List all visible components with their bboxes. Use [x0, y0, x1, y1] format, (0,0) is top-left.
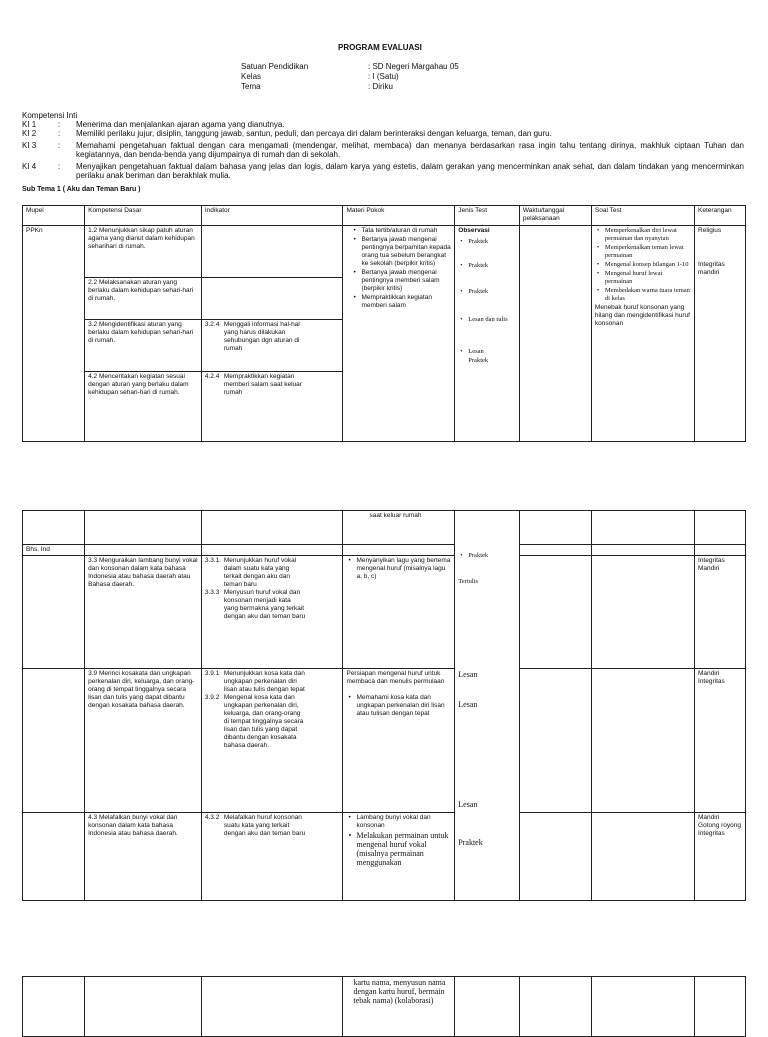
indikator-text: Menyusun huruf vokal dan konsonan menjadi kata yang bermakna yang terkait dengan aku dan teman baru	[223, 589, 306, 620]
table-row	[23, 556, 746, 669]
ki-item	[22, 162, 744, 180]
materi-heading: Persiapan mengenal huruf untuk membaca dan menulis permulaan	[346, 670, 445, 685]
soal-item: • Memperkenalkan teman lewat permainan	[595, 244, 691, 260]
soal-item: • Memperkenalkan diri lewat permainan dan nyanyian	[595, 227, 691, 243]
keterangan-cell	[695, 226, 746, 442]
materi-cell	[343, 813, 455, 901]
materi-item: • Melakukan permainan untuk mengenal huruf vokal (misalnya permainan menggunakan	[346, 831, 451, 867]
ki-text: Menerima dan menjalankan ajaran agama yang dianutnya.	[76, 120, 285, 129]
keterangan-item: Religius	[698, 227, 722, 234]
soal-item: • Membedakan warna tuara teman di kelas	[595, 287, 691, 303]
meta-block	[241, 62, 459, 92]
jenis-heading: Observasi	[458, 227, 490, 234]
materi-carry: saat keluar rumah	[343, 511, 455, 545]
kd-cell: 4.3 Melafalkan bunyi vokal dan konsonan dalam kata bahasa Indonesia atau bahasa daerah.	[85, 813, 202, 901]
table-row	[23, 511, 746, 545]
indikator-item	[205, 373, 340, 397]
indikator-num: 3.2.4	[204, 321, 220, 328]
kd-cell: 3.2 Mengidentifikasi aturan yang berlaku dalam kehidupan sehari-hari di rumah.	[85, 320, 202, 372]
indikator-text: Mempraktikkan kegiatan memberi salam saat keluar rumah	[223, 373, 302, 396]
jenis-item: Lesan	[458, 700, 478, 709]
materi-cell	[343, 556, 455, 669]
meta-value: : Diriku	[368, 82, 393, 91]
kd-cell: 4.2 Menceritakan kegiatan sesuai dengan aturan yang berlaku dalam kehidupan sehari-hari di rumah.	[85, 372, 202, 442]
keterangan-cell: Integritas Mandiri	[695, 556, 746, 669]
materi-item: • Bertanya jawab mengenai pentingnya berpamitan kepada orang tua sebelum berangkat ke sekolah (berpikir kritis)	[351, 236, 451, 268]
mupel-cell: PPKn	[23, 226, 85, 442]
kd-cell: 3.3 Menguraikan lambang bunyi vokal dan konsonan dalam kata bahasa Indonesia atau bahasa daerah atau Bahasa daerah.	[85, 556, 202, 669]
ki-item	[22, 120, 744, 129]
indikator-text: Menunjukkan kosa kata dan ungkapan perkenalan diri lisan atau tulis dengan tepat	[223, 670, 305, 693]
ki-section	[22, 111, 744, 180]
materi-carry: kartu nama, menyusun nama dengan kartu huruf, bermain tebak nama) (kolaborasi)	[343, 977, 455, 1037]
ki-sep: :	[58, 129, 61, 138]
indikator-cell	[201, 669, 343, 813]
indikator-item	[205, 589, 340, 621]
keterangan-cell: Mandiri Integritas	[695, 669, 746, 813]
ki-code: KI 1	[22, 120, 37, 129]
ki-sep: :	[58, 141, 61, 150]
indikator-num: 3.3.1	[204, 557, 220, 564]
ki-sep: :	[58, 120, 61, 129]
ki-code: KI 4	[22, 162, 37, 171]
materi-item: • Mempraktikkan kegiatan memberi salam	[351, 294, 451, 310]
jenis-item: Praktek	[458, 838, 483, 847]
ki-sep: :	[58, 162, 61, 171]
ki-code: KI 3	[22, 141, 37, 150]
col-header: Waktu/tanggal pelaksanaan	[519, 206, 591, 226]
meta-value: : SD Negeri Margahau 05	[368, 62, 459, 71]
soal-item: • Mengenal huruf lewat permainan	[595, 270, 691, 286]
ki-code: KI 2	[22, 129, 37, 138]
col-header: Kompetensi Dasar	[85, 206, 202, 226]
page-title: PROGRAM EVALUASI	[338, 43, 422, 52]
indikator-cell	[201, 813, 343, 901]
table-header-row	[23, 206, 746, 226]
indikator-num: 3.9.2	[204, 694, 220, 701]
materi-item: • Menyanyikan lagu yang bertema mengenal huruf (misalnya lagu a, b, c)	[346, 557, 451, 581]
ki-text: Memiliki perilaku jujur, disiplin, tanggung jawab, santun, peduli, dan percaya diri dalam berinteraksi dengan keluarga, teman, dan guru.	[76, 129, 552, 138]
evaluation-table-page2	[22, 510, 746, 901]
kd-cell: 2.2 Melaksanakan aturan yang berlaku dalam kehidupan sehari-hari di rumah.	[85, 278, 202, 320]
materi-item: • Memahami kosa kata dan ungkapan perkenalan diri lisan atau tulisan dengan tepat	[346, 694, 451, 718]
materi-cell	[343, 226, 455, 442]
meta-value: : I (Satu)	[368, 72, 399, 81]
indikator-item	[205, 321, 340, 353]
col-header: Soal Test	[591, 206, 694, 226]
soal-extra: Menebak huruf konsonan yang hilang dan mengidentifikasi huruf konsonan	[594, 304, 690, 327]
soal-cell	[591, 226, 694, 442]
indikator-num: 4.2.4	[204, 373, 220, 380]
indikator-cell	[201, 278, 343, 320]
ki-item	[22, 141, 744, 159]
keterangan-cell: Mandiri Gotong royong Integritas	[695, 813, 746, 901]
col-header: Jenis Test	[455, 206, 520, 226]
materi-cell	[343, 669, 455, 813]
materi-item: • Bertanya jawab mengenai pentingnya memberi salam (berpikir kritis)	[351, 269, 451, 293]
kd-cell: 3.9 Merinci kosakata dan ungkapan perkenalan diri, keluarga, dan orang-orang di tempat tinggalnya secara lisan dan tulis yang dapat dibantu dengan kosakata bahasa daerah.	[85, 669, 202, 813]
jenis-item: Tertulis	[458, 578, 479, 585]
waktu-cell	[519, 226, 591, 442]
indikator-text: Melafalkan huruf konsonan suatu kata yang terkait dengan aku dan teman baru	[223, 814, 306, 837]
table-row	[23, 813, 746, 901]
jenis-cell	[455, 511, 520, 901]
indikator-item	[205, 557, 340, 589]
indikator-cell	[201, 320, 343, 372]
col-header: Indikator	[201, 206, 343, 226]
mupel-cell: Bhs. Ind	[23, 545, 85, 556]
indikator-item	[205, 814, 340, 838]
ki-text: Menyajikan pengetahuan faktual dalam bahasa yang jelas dan logis, dalam karya yang estetis, dalam gerakan yang mencerminkan anak sehat, dan dalam tindakan yang mencerminkan perilaku anak beriman dan berakhlak mulia.	[76, 162, 744, 180]
indikator-text: Menunjukkan huruf vokal dalam suatu kata yang terkait dengan aku dan teman baru	[223, 557, 297, 588]
keterangan-item: Integritas mandiri	[698, 261, 725, 276]
table-row	[23, 977, 746, 1037]
jenis-item: • Praktek	[458, 552, 516, 560]
meta-label: Satuan Pendidikan	[241, 62, 309, 71]
jenis-item: Praktek	[468, 357, 489, 364]
indikator-cell	[201, 372, 343, 442]
indikator-item	[205, 670, 340, 694]
jenis-item: Lesan	[458, 670, 478, 679]
table-row	[23, 545, 746, 556]
indikator-cell	[201, 556, 343, 669]
col-header: Materi Pokok	[343, 206, 455, 226]
ki-item	[22, 129, 744, 138]
kd-cell: 1.2 Menunjukkan sikap patuh aturan agama yang dianut dalam kehidupan seharihari di rumah.	[85, 226, 202, 278]
meta-label: Kelas	[241, 72, 262, 81]
ki-heading: Kompetensi Inti	[22, 111, 78, 120]
materi-item: • Tata tertib/aturan di rumah	[351, 227, 451, 235]
jenis-item: • Lesan	[458, 348, 516, 356]
evaluation-table-page3	[22, 976, 746, 1037]
soal-item: • Mengenal konsep bilangan 1-10	[595, 261, 691, 269]
indikator-cell	[201, 226, 343, 278]
jenis-item: Lesan	[458, 800, 478, 809]
evaluation-table-page1	[22, 205, 746, 442]
jenis-item: • Praktek	[458, 238, 516, 246]
indikator-num: 3.9.1	[204, 670, 220, 677]
indikator-text: Mengenal kosa kata dan ungkapan perkenalan diri, keluarga, dan orang-orang di tempat tinggalnya secara lisan dan tulis yang dapat dibantu dengan kosakata bahasa daerah.	[223, 694, 304, 749]
subtema-heading: Sub Tema 1 ( Aku dan Teman Baru )	[22, 186, 141, 193]
jenis-item: • Lesan dan tulis	[458, 316, 516, 324]
meta-label: Tema	[241, 82, 261, 91]
col-header: Mupel	[23, 206, 85, 226]
indikator-item	[205, 694, 340, 750]
table-row	[23, 226, 746, 278]
indikator-num: 3.3.3	[204, 589, 220, 596]
materi-item: • Lambang bunyi vokal dan konsonan	[346, 814, 451, 830]
ki-text: Memahami pengetahuan faktual dengan cara mengamati (mendengar, melihat, membaca) dan menanya berdasarkan rasa ingin tahu tentang dirinya, makhluk ciptaan Tuhan dan kegiatannya, dan benda-benda yang dijumpainya di rumah dan di sekolah.	[76, 141, 744, 159]
jenis-item: • Praktek	[458, 288, 516, 296]
table-row	[23, 669, 746, 813]
indikator-text: Menggali informasi hal-hal yang harus dilakukan sehubungan dgn aturan di rumah	[223, 321, 300, 352]
col-header: Keterangan	[695, 206, 746, 226]
indikator-num: 4.3.2	[204, 814, 220, 821]
jenis-item: • Praktek	[458, 262, 516, 270]
jenis-cell	[455, 226, 520, 442]
